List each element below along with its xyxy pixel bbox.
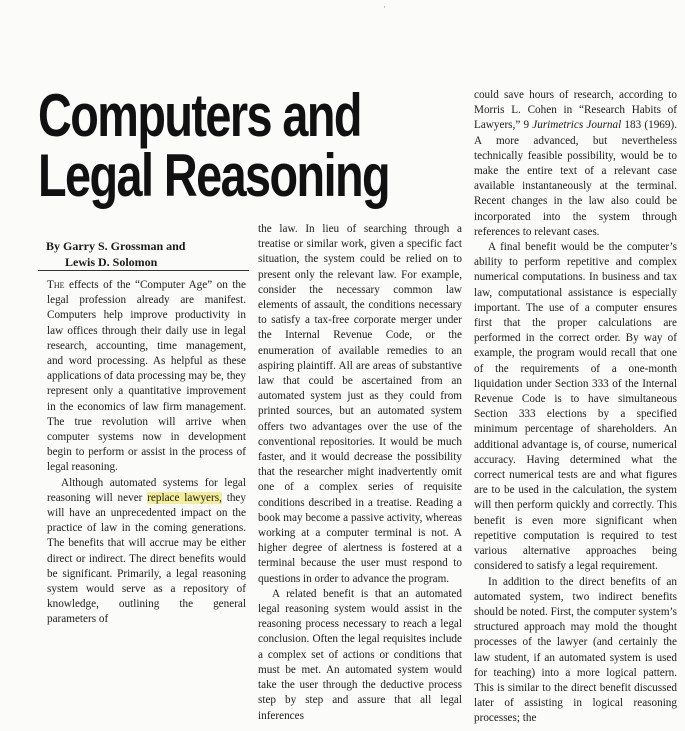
scan-mark: ·: [383, 2, 386, 12]
paragraph-text: could save hours of research, according to Morris L. Cohen in “Research Habits of Lawyers,” 9: [474, 89, 677, 132]
journal-title: Jurimetrics Journal: [532, 119, 622, 132]
title-line-1: Computers and: [38, 82, 361, 149]
paragraph: the law. In lieu of searching through a treatise or similar work, given a specific fact situation, the system could be relied on to present only the relevant law. For example, consider the necessary common law elements of assault, the conditions necessary to satisfy a tax-free corporate merger under the Internal Revenue Code, or the enumeration of available remedies to an aspiring plaintiff. All are areas of substantive law that could be ascertained from an automated system just as they could from printed sources, but an automated system offers two advantages over the use of the conventional repositories. It would be much faster, and it would decrease the possibility that the researcher might inadvertently omit one of a complex series of requisite conditions described in a treatise. Reading a book may become a passive activity, whereas working at a computer terminal is not. A higher degree of alertness is fostered at a terminal because the user must respond to questions in order to advance the program.: [258, 223, 462, 585]
byline: [46, 238, 246, 270]
paragraph: A related benefit is that an automated legal reasoning system would assist in the reasoning process necessary to reach a legal conclusion. Often the legal requisites include a complex set of actions or conditions that must be met. An automated system would take the user through the deductive process step by step and assure that all legal inferences: [258, 587, 462, 722]
paragraph-text: they will have an unprecedented impact on the practice of law in the coming generations. The benefits that will accrue may be either direct or indirect. The direct benefits would be significant. Primarily, a legal reasoning system would serve as a repository of knowledge, outlining the general parameters of: [47, 491, 246, 626]
byline-line-1: By Garry S. Grossman and: [46, 239, 186, 253]
paragraph: A final benefit would be the computer’s ability to perform repetitive and complex numerical computations. In business and tax law, computational assistance is especially important. The use of a computer ensures first that the proper calculations are performed in the correct order. By way of example, the program would recall that one of the requirements of a one-month liquidation under Section 333 of the Internal Revenue Code is to have simultaneous Section 333 elections by a specified minimum percentage of shareholders. An additional advantage is, of course, numerical accuracy. Having determined what the correct numerical tests are and what figures are to be used in the calculation, the system will then perform quickly and correctly. This benefit is even more significant when repetitive computation is required to test various alternative approaches being considered to satisfy a legal requirement.: [474, 241, 677, 573]
paragraph: [474, 88, 677, 240]
byline-divider: [38, 270, 249, 271]
highlighted-text[interactable]: replace lawyers,: [147, 491, 222, 504]
column-1: [47, 278, 246, 628]
title-line-2: Legal Reasoning: [38, 142, 390, 209]
paragraph-text: Although automated systems for legal reasoning will never: [47, 476, 246, 504]
paragraph-text: effects of the “Computer Age” on the legal profession already are manifest. Computers help improve productivity in law offices through their daily use in legal research, accounting, time management, and word processing. As helpful as these applications of data processing may be, they represent only a quantitative improvement in the economics of law firm management. The true revolution will arrive when computer systems now in development begin to perform or assist in the process of legal reasoning.: [47, 279, 246, 474]
column-2: [258, 222, 462, 724]
lead-in: The: [47, 279, 65, 291]
paragraph: In addition to the direct benefits of an automated system, two indirect benefits should be noted. First, the computer system’s structured approach may mold the thought processes of the lawyer (and certainly the law student, if an automated system is used for teaching) into a more logical pattern. This is similar to the direct benefit discussed later of assisting in logical reasoning processes; the: [474, 575, 677, 725]
column-3: [474, 88, 677, 727]
paragraph: [47, 476, 246, 628]
paragraph: [47, 278, 246, 476]
paragraph-text: 183 (1969). A more advanced, but nevertheless technically feasible possibility, would be to make the entire text of a relevant case available instantaneously at the terminal. Recent changes in the law also could be incorporated into the system through references to relevant cases.: [474, 119, 678, 238]
article-title: [38, 82, 390, 209]
byline-line-2: Lewis D. Solomon: [65, 255, 158, 269]
